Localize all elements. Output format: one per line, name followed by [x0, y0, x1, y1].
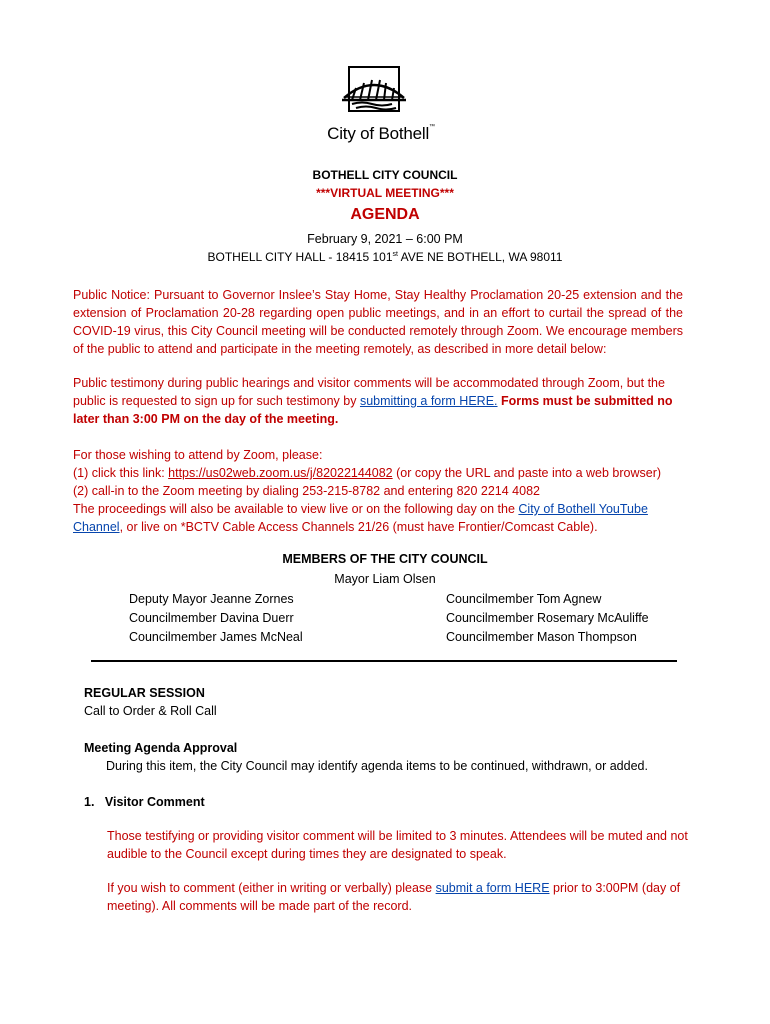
- zoom-instructions: [73, 446, 683, 536]
- members-heading: MEMBERS OF THE CITY COUNCIL: [282, 552, 488, 566]
- testimony-deadline: Forms must be submitted no later than 3:00 PM on the day of the meeting.: [73, 394, 673, 426]
- visitor-comment-rules: Those testifying or providing visitor comment will be limited to 3 minutes. Attendees will be muted and not audible to the Council except during times they are designated to speak.: [107, 829, 688, 861]
- public-notice-paragraph: Public Notice: Pursuant to Governor Inslee’s Stay Home, Stay Healthy Proclamation 20-25 extension and the extension of Proclamation 20-28 regarding open public meetings, and in an effort to curtail the spread of the COVID-19 virus, this City Council meeting will be conducted remotely through Zoom. We encourage members of the public to attend and participate in the meeting remotely, as described in more detail below:: [73, 288, 683, 356]
- logo-name: [322, 124, 440, 144]
- agenda-approval-heading: Meeting Agenda Approval: [84, 741, 238, 755]
- zoom-intro: For those wishing to attend by Zoom, please:: [73, 448, 323, 462]
- agenda-title: AGENDA: [350, 206, 420, 223]
- regular-session-heading: REGULAR SESSION: [84, 686, 205, 700]
- member-name: Deputy Mayor Jeanne Zornes: [129, 592, 294, 606]
- logo-name-text: City of Bothell: [327, 124, 430, 143]
- member-name: Councilmember Rosemary McAuliffe: [446, 611, 649, 625]
- zoom-meeting-link[interactable]: https://us02web.zoom.us/j/82022144082: [168, 466, 393, 480]
- item-title: Visitor Comment: [104, 795, 205, 809]
- section-divider: [91, 660, 677, 662]
- address-suffix: st: [392, 251, 398, 258]
- visitor-comment-instructions: [107, 879, 692, 915]
- address-part-2: AVE NE BOTHELL, WA 98011: [397, 250, 563, 264]
- member-name: Councilmember James McNeal: [129, 630, 303, 644]
- stream-info-cable: , or live on *BCTV Cable Access Channels 21/26 (must have Frontier/Comcast Cable).: [119, 520, 598, 534]
- trademark-mark: ™: [429, 124, 435, 130]
- call-to-order: Call to Order & Roll Call: [84, 704, 217, 718]
- zoom-step-1: [73, 464, 683, 482]
- agenda-approval-text: During this item, the City Council may identify agenda items to be continued, withdrawn, or added.: [106, 759, 648, 773]
- public-testimony-paragraph: [73, 374, 683, 428]
- testimony-text: Public testimony during public hearings and visitor comments will be accommodated through Zoom, but the public is requested to sign up for such testimony by: [73, 376, 665, 408]
- member-name: Councilmember Tom Agnew: [446, 592, 602, 606]
- council-name: BOTHELL CITY COUNCIL: [312, 168, 458, 182]
- comment-deadline: prior to 3:00PM (day of meeting). All comments will be made part of the record.: [107, 881, 681, 913]
- stream-info-text: The proceedings will also be available to view live or on the following day on the: [73, 502, 519, 516]
- zoom-step-2: (2) call-in to the Zoom meeting by dialing 253-215-8782 and entering 820 2214 4082: [73, 484, 540, 498]
- comment-form-link[interactable]: submit a form HERE: [435, 881, 550, 895]
- member-name: Councilmember Davina Duerr: [129, 611, 294, 625]
- comment-text: If you wish to comment (either in writing or verbally) please: [107, 881, 436, 895]
- youtube-channel-link[interactable]: City of Bothell YouTube Channel: [73, 502, 648, 534]
- virtual-meeting-label: ***VIRTUAL MEETING***: [316, 186, 454, 200]
- item-number: 1.: [84, 795, 95, 809]
- zoom-step-1-text: (1) click this link:: [73, 466, 169, 480]
- testimony-form-link[interactable]: submitting a form HERE.: [359, 394, 498, 408]
- member-name: Councilmember Mason Thompson: [446, 630, 637, 644]
- address-part-1: BOTHELL CITY HALL - 18415 101: [207, 250, 393, 264]
- members-right-column: [446, 590, 649, 647]
- members-left-column: [129, 590, 303, 647]
- meeting-address: [0, 250, 770, 264]
- zoom-step-1-note: (or copy the URL and paste into a web browser): [392, 466, 662, 480]
- mayor-name: Mayor Liam Olsen: [334, 572, 436, 586]
- item-1-heading: [84, 793, 205, 811]
- stream-info: [73, 500, 683, 536]
- meeting-date: February 9, 2021 – 6:00 PM: [307, 232, 463, 246]
